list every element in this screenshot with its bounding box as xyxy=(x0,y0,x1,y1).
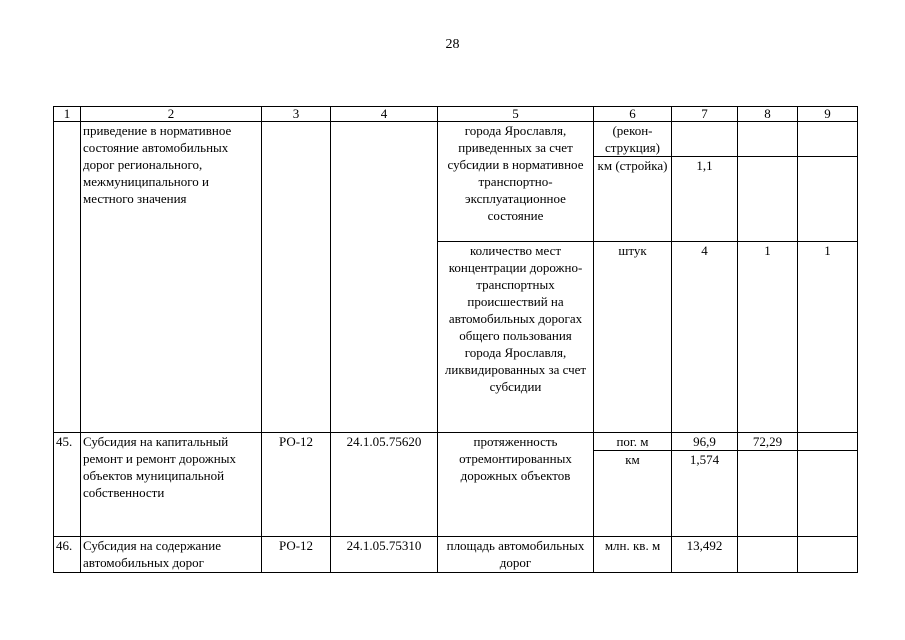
cont-code-cell xyxy=(262,122,331,433)
row46-code: РО-12 xyxy=(262,537,331,573)
row45-col8-a: 72,29 xyxy=(738,433,798,451)
cont-col7-a xyxy=(672,122,738,157)
cont-indicator-1: города Ярославля, приведенных за счет субсидии в нормативное транспортно-эксплуатационное состояние xyxy=(438,122,594,242)
cont-number-cell xyxy=(54,122,81,433)
cont-col8-2: 1 xyxy=(738,242,798,433)
row45-kbk: 24.1.05.75620 xyxy=(331,433,438,537)
row45-unit-b: км xyxy=(594,451,672,537)
cont-unit-b: км (стройка) xyxy=(594,157,672,242)
cont-name-cell: приведение в нормативное состояние автомобильных дорог регионального, межмуниципального и местного значения xyxy=(81,122,262,433)
cont-col8-b xyxy=(738,157,798,242)
row45-number: 45. xyxy=(54,433,81,537)
row46-unit: млн. кв. м xyxy=(594,537,672,573)
cont-col9-a xyxy=(798,122,858,157)
row46-col7: 13,492 xyxy=(672,537,738,573)
row45-col7-b: 1,574 xyxy=(672,451,738,537)
header-cell-5: 5 xyxy=(438,107,594,122)
header-cell-8: 8 xyxy=(738,107,798,122)
header-cell-4: 4 xyxy=(331,107,438,122)
row46-kbk: 24.1.05.75310 xyxy=(331,537,438,573)
row46-col9 xyxy=(798,537,858,573)
cont-col9-2: 1 xyxy=(798,242,858,433)
row45-unit-a: пог. м xyxy=(594,433,672,451)
row45-code: РО-12 xyxy=(262,433,331,537)
row45-col8-b xyxy=(738,451,798,537)
cont-col8-a xyxy=(738,122,798,157)
page-number: 28 xyxy=(445,37,460,52)
cont-kbk-cell xyxy=(331,122,438,433)
row45-name: Субсидия на капитальный ремонт и ремонт дорожных объектов муниципальной собственности xyxy=(81,433,262,537)
table-row-46 xyxy=(54,537,858,573)
header-cell-7: 7 xyxy=(672,107,738,122)
cont-indicator-2: количество мест концентрации дорожно-транспортных происшествий на автомобильных дорогах общего пользования города Ярославля, ликвидированных за счет субсидии xyxy=(438,242,594,433)
table-row-45 xyxy=(54,433,858,451)
row45-col9-a xyxy=(798,433,858,451)
row45-col7-a: 96,9 xyxy=(672,433,738,451)
header-cell-6: 6 xyxy=(594,107,672,122)
row45-col9-b xyxy=(798,451,858,537)
cont-unit-a: (рекон-струкция) xyxy=(594,122,672,157)
cont-col7-b: 1,1 xyxy=(672,157,738,242)
header-cell-1: 1 xyxy=(54,107,81,122)
row46-number: 46. xyxy=(54,537,81,573)
row46-name: Субсидия на содержание автомобильных дорог xyxy=(81,537,262,573)
cont-col9-b xyxy=(798,157,858,242)
header-row xyxy=(54,107,858,122)
table-row xyxy=(54,122,858,157)
cont-col7-2: 4 xyxy=(672,242,738,433)
header-cell-9: 9 xyxy=(798,107,858,122)
row45-indicator: протяженность отремонтированных дорожных объектов xyxy=(438,433,594,537)
cont-unit-2: штук xyxy=(594,242,672,433)
header-cell-3: 3 xyxy=(262,107,331,122)
row46-col8 xyxy=(738,537,798,573)
header-cell-2: 2 xyxy=(81,107,262,122)
row46-indicator: площадь автомобильных дорог xyxy=(438,537,594,573)
indicators-table xyxy=(53,106,858,573)
